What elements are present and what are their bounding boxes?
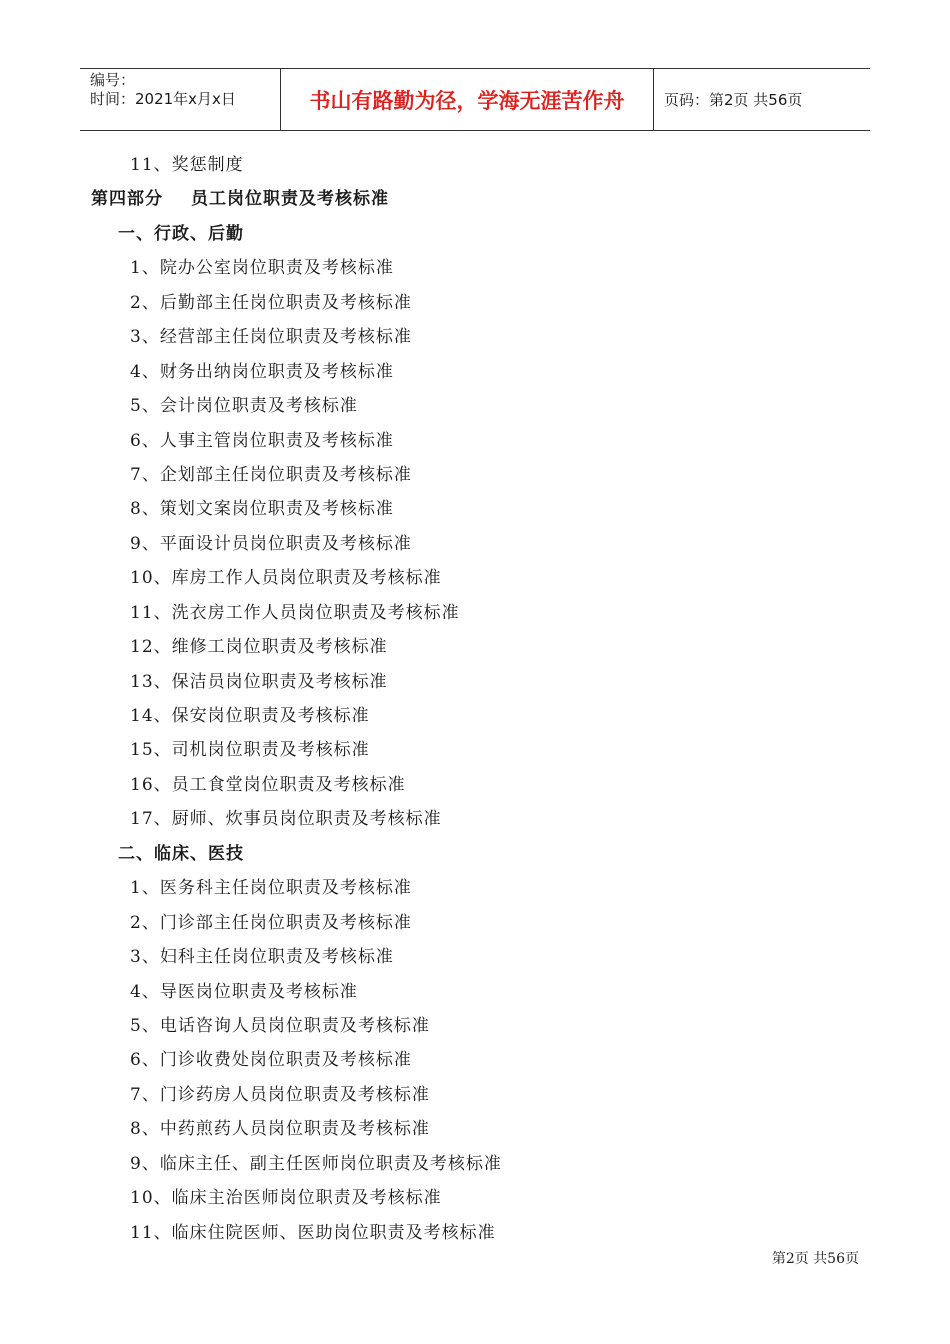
toc-item: 4、导医岗位职责及考核标准 [130,981,358,1002]
toc-item: 4、财务出纳岗位职责及考核标准 [130,361,394,382]
section-heading: 一、行政、后勤 [118,223,244,244]
toc-item: 11、洗衣房工作人员岗位职责及考核标准 [130,602,460,623]
page-header [80,68,870,131]
page-footer: 第2页 共56页 [771,1251,859,1267]
toc-item: 16、员工食堂岗位职责及考核标准 [130,774,406,795]
toc-item: 2、门诊部主任岗位职责及考核标准 [130,912,412,933]
toc-item: 11、奖惩制度 [130,155,244,175]
part-heading [0,182,950,216]
toc-item: 7、门诊药房人员岗位职责及考核标准 [130,1084,430,1105]
header-meta [80,69,281,130]
toc-item: 5、会计岗位职责及考核标准 [130,396,358,417]
header-motto: 书山有路勤为径，学海无涯苦作舟 [281,69,654,130]
toc-item: 6、人事主管岗位职责及考核标准 [130,430,394,451]
toc-item: 13、保洁员岗位职责及考核标准 [130,671,388,692]
part-number: 第四部分 [91,189,163,210]
section1-list [0,251,950,836]
toc-item: 9、平面设计员岗位职责及考核标准 [130,533,412,554]
toc-item: 1、院办公室岗位职责及考核标准 [130,258,394,279]
toc-item: 5、电话咨询人员岗位职责及考核标准 [130,1015,430,1036]
toc-item: 11、临床住院医师、医助岗位职责及考核标准 [130,1222,496,1243]
toc-item: 12、维修工岗位职责及考核标准 [130,637,388,658]
toc-item: 8、中药煎药人员岗位职责及考核标准 [130,1119,430,1140]
toc-item: 1、医务科主任岗位职责及考核标准 [130,878,412,899]
section2-list [0,871,950,1250]
toc-item: 3、经营部主任岗位职责及考核标准 [130,327,412,348]
section-heading: 二、临床、医技 [118,843,244,864]
toc-item: 15、司机岗位职责及考核标准 [130,740,370,761]
toc-item: 7、企划部主任岗位职责及考核标准 [130,464,412,485]
toc-item: 9、临床主任、副主任医师岗位职责及考核标准 [130,1153,502,1174]
table-of-contents [0,148,950,1250]
header-page-number: 页码：第2页 共56页 [664,91,803,109]
toc-item: 6、门诊收费处岗位职责及考核标准 [130,1050,412,1071]
toc-item: 2、后勤部主任岗位职责及考核标准 [130,292,412,313]
toc-item: 3、妇科主任岗位职责及考核标准 [130,947,394,968]
document-date-label: 时间：2021年x月x日 [90,90,236,108]
toc-item: 8、策划文案岗位职责及考核标准 [130,499,394,520]
toc-item: 17、厨师、炊事员岗位职责及考核标准 [130,809,442,830]
toc-item: 14、保安岗位职责及考核标准 [130,706,370,726]
toc-item: 10、库房工作人员岗位职责及考核标准 [130,568,442,589]
document-number-label: 编号： [90,71,136,89]
toc-item: 10、临床主治医师岗位职责及考核标准 [130,1188,442,1209]
part-title: 员工岗位职责及考核标准 [191,189,389,210]
